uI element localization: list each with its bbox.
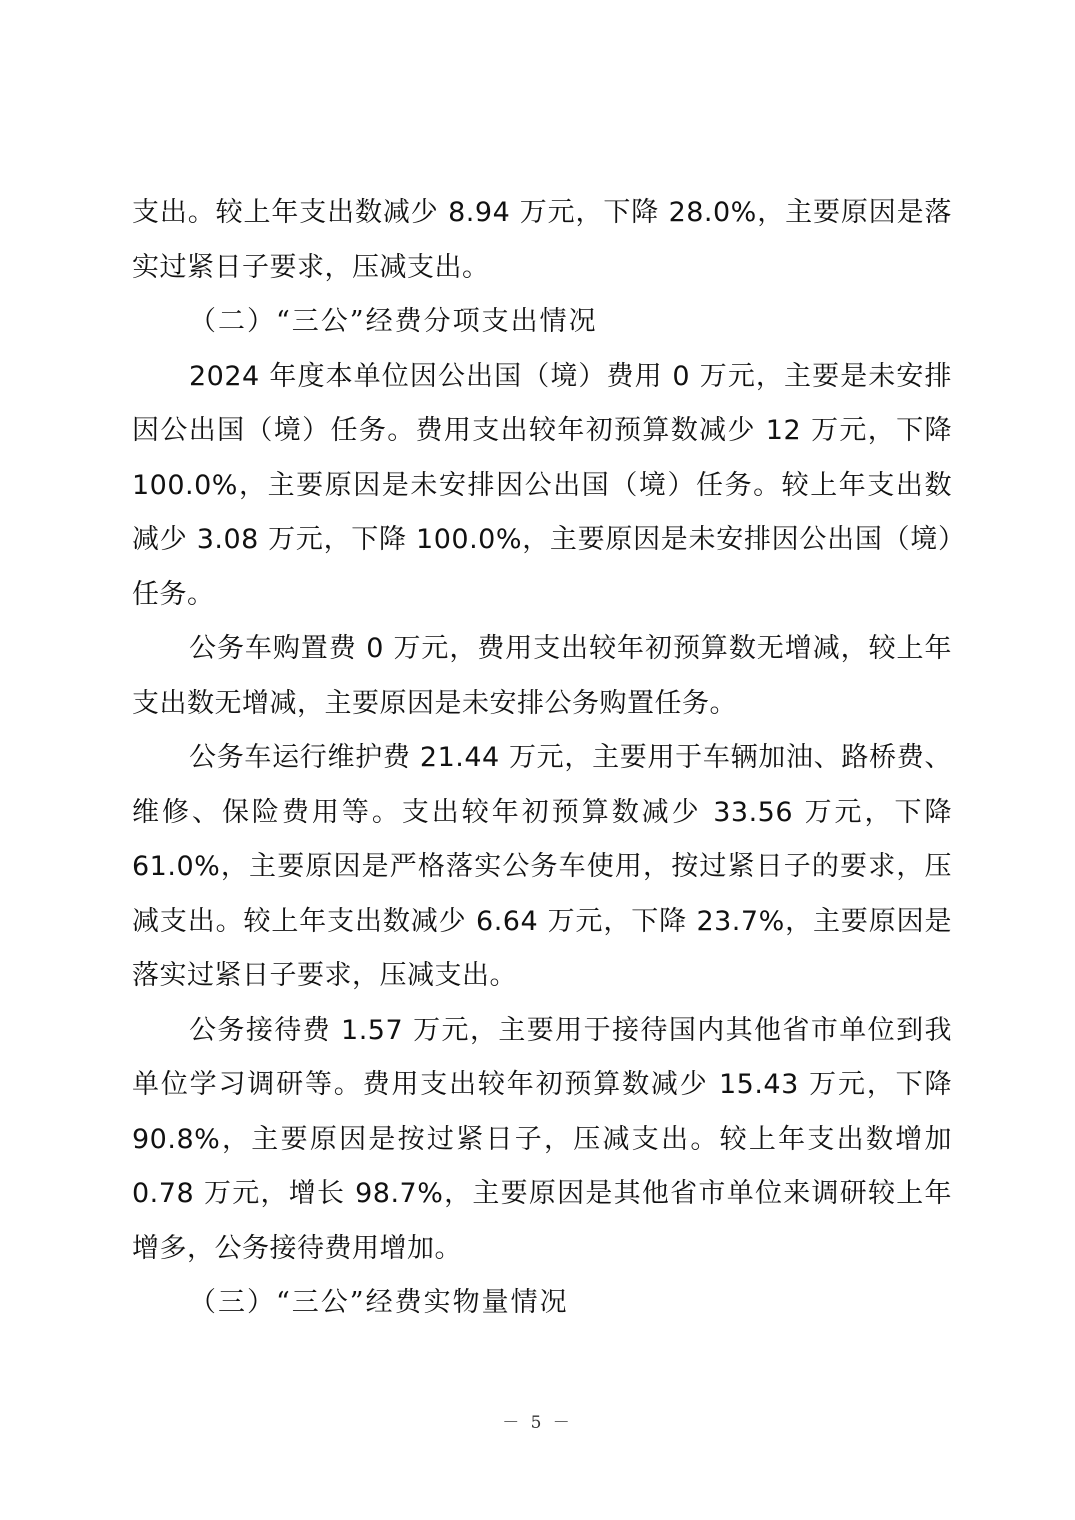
- section-heading-2: （二）“三公”经费分项支出情况: [189, 306, 598, 337]
- paragraph-overseas-travel: 2024 年度本单位因公出国（境）费用 0 万元，主要是未安排因公出国（境）任务。费用支出较年初预算数减少 12 万元，下降 100.0%，主要原因是未安排因公出国（境）任务。较上年支出数减少 3.08 万元，下降 100.0%，主要原因是未安排因公出国（境）任务。: [132, 360, 952, 610]
- document-body: [132, 186, 952, 1331]
- paragraph-continuation: 支出。较上年支出数减少 8.94 万元，下降 28.0%，主要原因是落实过紧日子要求，压减支出。: [132, 197, 952, 283]
- paragraph-vehicle-maintenance: 公务车运行维护费 21.44 万元，主要用于车辆加油、路桥费、维修、保险费用等。支出较年初预算数减少 33.56 万元，下降 61.0%，主要原因是严格落实公务车使用，按过紧日子的要求，压减支出。较上年支出数减少 6.64 万元，下降 23.7%，主要原因是落实过紧日子要求，压减支出。: [132, 742, 952, 991]
- paragraph-reception: 公务接待费 1.57 万元，主要用于接待国内其他省市单位到我单位学习调研等。费用支出较年初预算数减少 15.43 万元，下降 90.8%，主要原因是按过紧日子，压减支出。较上年支出数增加 0.78 万元，增长 98.7%，主要原因是其他省市单位来调研较上年增多，公务接待费用增加。: [132, 1014, 952, 1264]
- page-number: － 5 －: [502, 1413, 573, 1433]
- paragraph-vehicle-purchase: 公务车购置费 0 万元，费用支出较年初预算数无增减，较上年支出数无增减，主要原因是未安排公务购置任务。: [132, 633, 952, 719]
- section-heading-3: （三）“三公”经费实物量情况: [189, 1287, 569, 1318]
